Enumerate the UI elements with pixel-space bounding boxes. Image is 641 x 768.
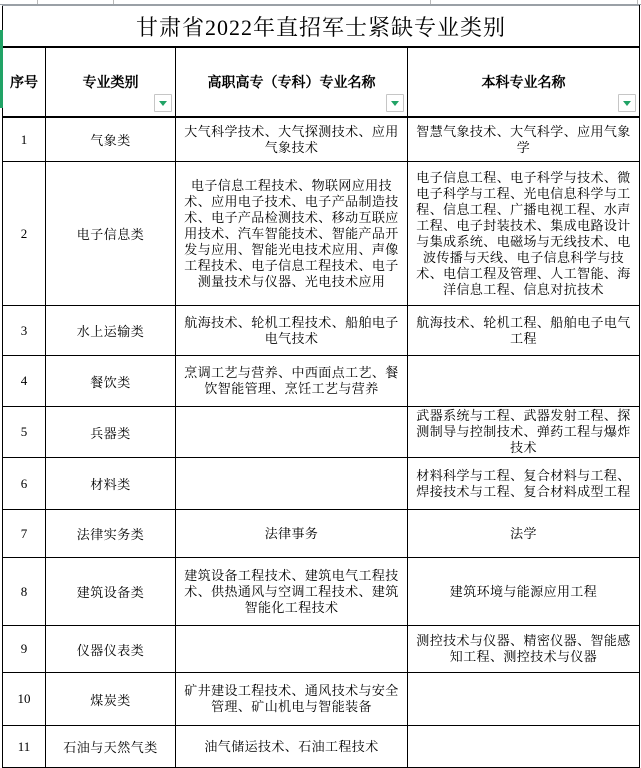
vocational-majors-cell[interactable]: 法律事务 <box>176 510 408 558</box>
table-row <box>3 407 640 458</box>
column-header-label: 序号 <box>10 74 38 90</box>
undergraduate-majors-cell[interactable] <box>408 356 640 407</box>
undergraduate-majors-cell[interactable] <box>408 726 640 768</box>
column-header-category[interactable] <box>46 47 176 117</box>
category-cell[interactable]: 仪器仪表类 <box>46 626 176 673</box>
table-row <box>3 558 640 626</box>
undergraduate-majors-cell[interactable]: 测控技术与仪器、精密仪器、智能感知工程、测控技术与仪器 <box>408 626 640 673</box>
filter-dropdown-button[interactable] <box>618 94 636 112</box>
column-header-label: 专业类别 <box>82 74 139 90</box>
undergraduate-majors-cell[interactable]: 材料科学与工程、复合材料与工程、焊接技术与工程、复合材料成型工程 <box>408 458 640 510</box>
vocational-majors-cell[interactable]: 矿井建设工程技术、通风技术与安全管理、矿山机电与智能装备 <box>176 673 408 726</box>
undergraduate-majors-cell[interactable]: 建筑环境与能源应用工程 <box>408 558 640 626</box>
vocational-majors-cell[interactable]: 大气科学技术、大气探测技术、应用气象技术 <box>176 117 408 162</box>
vocational-majors-cell[interactable]: 烹调工艺与营养、中西面点工艺、餐饮智能管理、烹饪工艺与营养 <box>176 356 408 407</box>
row-number-cell[interactable]: 10 <box>3 673 46 726</box>
column-header-vocational[interactable] <box>176 47 408 117</box>
category-cell[interactable]: 餐饮类 <box>46 356 176 407</box>
table-row <box>3 356 640 407</box>
row-number-cell[interactable]: 2 <box>3 162 46 306</box>
gridline-tick <box>113 0 114 4</box>
vocational-majors-cell[interactable]: 油气储运技术、石油工程技术 <box>176 726 408 768</box>
table-row <box>3 626 640 673</box>
row-number-cell[interactable]: 8 <box>3 558 46 626</box>
category-cell[interactable]: 煤炭类 <box>46 673 176 726</box>
row-number-cell[interactable]: 3 <box>3 306 46 356</box>
row-number-cell[interactable]: 9 <box>3 626 46 673</box>
selection-left-bar <box>0 30 3 108</box>
column-header-label: 高职高专（专科）专业名称 <box>207 74 376 90</box>
undergraduate-majors-cell[interactable]: 电子信息工程、电子科学与技术、微电子科学与工程、光电信息科学与工程、信息工程、广播电视工程、水声工程、电子封装技术、集成电路设计与集成系统、电磁场与无线技术、电波传播与天线、电子信息科学与技术、电信工程及管理、人工智能、海洋信息工程、信息对抗技术 <box>408 162 640 306</box>
vocational-majors-cell[interactable] <box>176 626 408 673</box>
vocational-majors-cell[interactable]: 航海技术、轮机工程技术、船舶电子电气技术 <box>176 306 408 356</box>
table-row <box>3 162 640 306</box>
category-cell[interactable]: 电子信息类 <box>46 162 176 306</box>
gridline-tick <box>637 0 638 4</box>
table-row <box>3 673 640 726</box>
table-row <box>3 510 640 558</box>
category-cell[interactable]: 气象类 <box>46 117 176 162</box>
undergraduate-majors-cell[interactable]: 武器系统与工程、武器发射工程、探测制导与控制技术、弹药工程与爆炸技术 <box>408 407 640 458</box>
category-cell[interactable]: 法律实务类 <box>46 510 176 558</box>
vocational-majors-cell[interactable] <box>176 458 408 510</box>
category-cell[interactable]: 石油与天然气类 <box>46 726 176 768</box>
undergraduate-majors-cell[interactable]: 智慧气象技术、大气科学、应用气象学 <box>408 117 640 162</box>
row-number-cell[interactable]: 5 <box>3 407 46 458</box>
category-cell[interactable]: 建筑设备类 <box>46 558 176 626</box>
table-title[interactable]: 甘肃省2022年直招军士紧缺专业类别 <box>3 6 640 48</box>
category-cell[interactable]: 材料类 <box>46 458 176 510</box>
table-row <box>3 117 640 162</box>
row-number-cell[interactable]: 7 <box>3 510 46 558</box>
chevron-down-icon <box>159 101 167 106</box>
column-header-no[interactable] <box>3 47 46 117</box>
category-cell[interactable]: 水上运输类 <box>46 306 176 356</box>
row-number-cell[interactable]: 11 <box>3 726 46 768</box>
category-cell[interactable]: 兵器类 <box>46 407 176 458</box>
chevron-down-icon <box>623 101 631 106</box>
majors-table <box>2 5 640 768</box>
chevron-down-icon <box>391 101 399 106</box>
column-header-undergraduate[interactable] <box>408 47 640 117</box>
table-row <box>3 726 640 768</box>
undergraduate-majors-cell[interactable]: 航海技术、轮机工程、船舶电子电气工程 <box>408 306 640 356</box>
row-number-cell[interactable]: 1 <box>3 117 46 162</box>
table-row <box>3 458 640 510</box>
filter-dropdown-button[interactable] <box>386 94 404 112</box>
table-row <box>3 306 640 356</box>
row-number-cell[interactable]: 6 <box>3 458 46 510</box>
vocational-majors-cell[interactable]: 建筑设备工程技术、建筑电气工程技术、供热通风与空调工程技术、建筑智能化工程技术 <box>176 558 408 626</box>
vocational-majors-cell[interactable] <box>176 407 408 458</box>
gridline-tick <box>430 0 431 4</box>
gridline-tick <box>37 0 38 4</box>
undergraduate-majors-cell[interactable] <box>408 673 640 726</box>
undergraduate-majors-cell[interactable]: 法学 <box>408 510 640 558</box>
row-number-cell[interactable]: 4 <box>3 356 46 407</box>
vocational-majors-cell[interactable]: 电子信息工程技术、物联网应用技术、应用电子技术、电子产品制造技术、电子产品检测技术、移动互联应用技术、汽车智能技术、智能产品开发与应用、智能光电技术应用、声像工程技术、电子信息工程技术、电子测量技术与仪器、光电技术应用 <box>176 162 408 306</box>
filter-dropdown-button[interactable] <box>154 94 172 112</box>
column-header-label: 本科专业名称 <box>481 74 566 90</box>
